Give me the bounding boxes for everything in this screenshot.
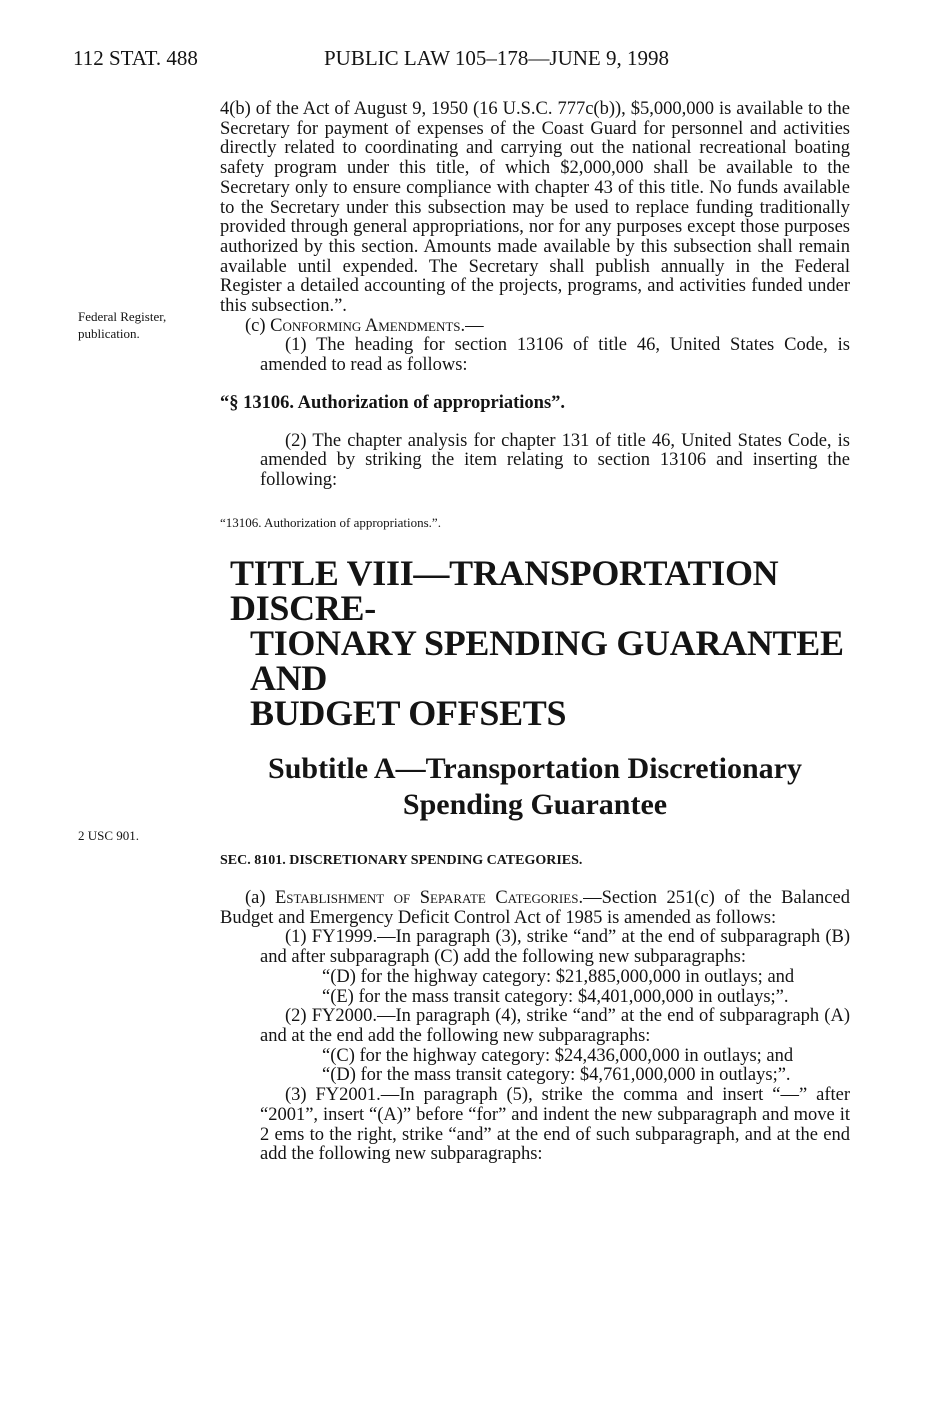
label: (c)	[245, 315, 271, 336]
page-header	[73, 46, 853, 76]
text: .—	[460, 315, 484, 336]
title-line: TIONARY SPENDING GUARANTEE AND	[250, 623, 844, 699]
paragraph-fy2000-d: “(D) for the mass transit category: $4,761,000,000 in outlays;”.	[322, 1065, 791, 1086]
paragraph-c2: (2) The chapter analysis for chapter 131 of title 46, United States Code, is amended by striking the item relating to section 13106 and inserting the following:	[260, 430, 850, 490]
section-heading-8101: SEC. 8101. DISCRETIONARY SPENDING CATEGORIES.	[220, 853, 583, 869]
paragraph-continuation: 4(b) of the Act of August 9, 1950 (16 U.S.C. 777c(b)), $5,000,000 is available to the Secretary for payment of expenses of the Coast Guard for personnel and activities directly related to coordinating and carrying out the national recreational boating safety program under this title, of which $2,000,000 shall be available to the Secretary only to ensure compliance with chapter 43 of this title. No funds available to the Secretary under this subsection may be used to replace funding traditionally provided through general appropriations, nor for any purposes except those purposes authorized by this section. Amounts made available by this subsection shall remain available until expended. The Secretary shall publish annually in the Federal Register a detailed accounting of the projects, programs, and activities funded under this subsection.”.	[220, 99, 850, 317]
subtitle-line: Spending Guarantee	[402, 788, 668, 822]
text: .—Section 251(c) of the Balanced Budget and Emergency Deficit Control Act of 1985 is amended as follows:	[220, 888, 850, 928]
paragraph-fy2000: (2) FY2000.—In paragraph (4), strike “and” at the end of subparagraph (A) and at the end add the following new subparagraphs:	[260, 1006, 850, 1046]
paragraph-fy1999-d: “(D) for the highway category: $21,885,000,000 in outlays; and	[322, 966, 795, 987]
margin-note-usc: 2 USC 901.	[78, 828, 140, 843]
paragraph-c1: (1) The heading for section 13106 of title 46, United States Code, is amended to read as follows:	[260, 335, 850, 376]
paragraph-fy2001: (3) FY2001.—In paragraph (5), strike the comma and insert “—” after “2001”, insert “(A)” before “for” and indent the new subparagraph and move it 2 ems to the right, strike “and” at the end of such subparagraph, and at the end add the following new subparagraphs:	[260, 1085, 850, 1165]
analysis-item: “13106. Authorization of appropriations.”.	[220, 514, 441, 530]
subsection-heading: Conforming Amendments	[270, 315, 461, 336]
margin-note-line: publication.	[78, 326, 140, 341]
paragraph-a	[220, 889, 850, 928]
title-line: TITLE VIII—TRANSPORTATION DISCRE-	[230, 553, 779, 629]
paragraph-fy1999: (1) FY1999.—In paragraph (3), strike “and” at the end of subparagraph (B) and after subparagraph (C) add the following new subparagraphs:	[260, 927, 850, 968]
section-heading-13106: “§ 13106. Authorization of appropriations”.	[220, 392, 566, 413]
title-line: BUDGET OFFSETS	[250, 693, 567, 734]
stat-citation: 112 STAT. 488	[73, 46, 198, 70]
title-heading	[230, 553, 850, 734]
subsection-heading: Establishment of Separate Categories	[274, 888, 579, 909]
label: (a)	[245, 888, 275, 909]
paragraph-fy2000-c: “(C) for the highway category: $24,436,000,000 in outlays; and	[322, 1045, 794, 1066]
subtitle-heading	[220, 751, 850, 823]
margin-note-line: Federal Register,	[78, 309, 167, 324]
subtitle-line: Subtitle A—Transportation Discretionary	[268, 752, 802, 786]
paragraph-fy1999-e: “(E) for the mass transit category: $4,401,000,000 in outlays;”.	[322, 986, 789, 1007]
body-text	[220, 100, 850, 1165]
law-title: PUBLIC LAW 105–178—JUNE 9, 1998	[324, 46, 670, 70]
paragraph-c	[220, 317, 850, 337]
margin-note-federal-register	[78, 308, 166, 342]
